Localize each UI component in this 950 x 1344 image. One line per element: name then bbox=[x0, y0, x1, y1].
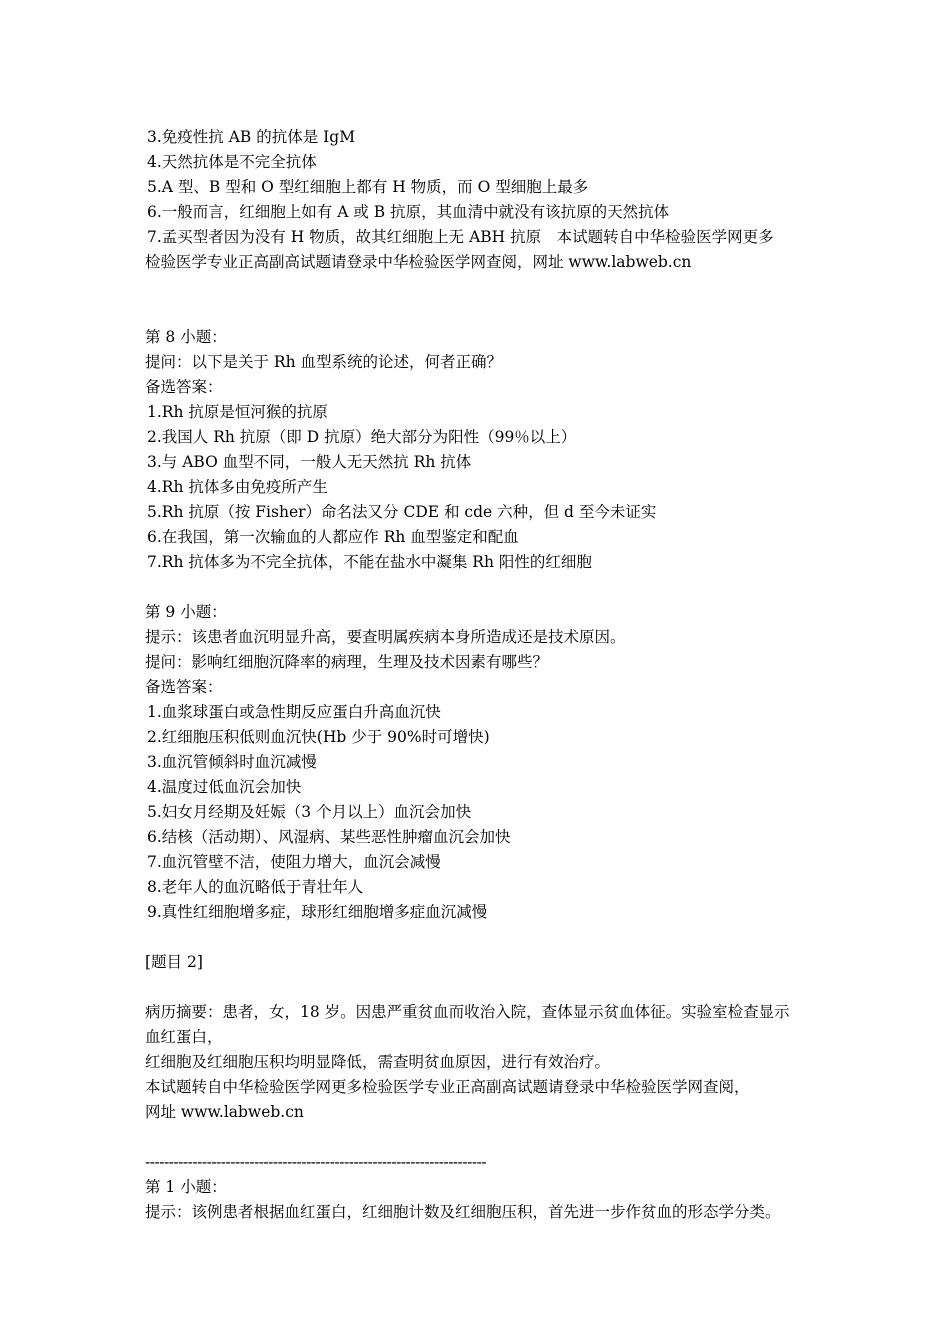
topic-2 bbox=[145, 950, 815, 1225]
option-line: 9.真性红细胞增多症，球形红细胞增多症血沉减慢 bbox=[147, 903, 488, 921]
option-continuation: 检验医学专业正高副高试题请登录中华检验医学网查阅，网址 www.labweb.cn bbox=[145, 253, 692, 271]
option-line: 6.在我国，第一次输血的人都应作 Rh 血型鉴定和配血 bbox=[147, 528, 519, 546]
block1-options bbox=[145, 125, 815, 275]
question-title: 第 1 小题： bbox=[145, 1178, 227, 1196]
question-hint: 提示：该患者血沉明显升高，要查明属疾病本身所造成还是技术原因。 bbox=[145, 628, 626, 646]
divider-line: ------------------------------------------------------------------------ bbox=[145, 1153, 487, 1171]
option-line: 4.天然抗体是不完全抗体 bbox=[147, 153, 317, 171]
answers-label: 备选答案： bbox=[145, 378, 223, 396]
option-line: 4.温度过低血沉会加快 bbox=[147, 778, 302, 796]
option-line: 6.结核（活动期）、风湿病、某些恶性肿瘤血沉会加快 bbox=[147, 828, 511, 846]
question-8 bbox=[145, 325, 815, 575]
option-line: 1.Rh 抗原是恒河猴的抗原 bbox=[147, 403, 328, 421]
question-hint: 提示：该例患者根据血红蛋白，红细胞计数及红细胞压积，首先进一步作贫血的形态学分类。 bbox=[145, 1203, 781, 1221]
source-notice-line: 网址 www.labweb.cn bbox=[145, 1103, 304, 1121]
option-line: 1.血浆球蛋白或急性期反应蛋白升高血沉快 bbox=[147, 703, 441, 721]
answers-label: 备选答案： bbox=[145, 678, 223, 696]
option-line: 5.妇女月经期及妊娠（3 个月以上）血沉会加快 bbox=[147, 803, 472, 821]
option-line: 5.A 型、B 型和 O 型红细胞上都有 H 物质，而 O 型细胞上最多 bbox=[147, 178, 589, 196]
option-line: 8.老年人的血沉略低于青壮年人 bbox=[147, 878, 364, 896]
question-text: 提问：以下是关于 Rh 血型系统的论述，何者正确？ bbox=[145, 353, 503, 371]
question-title: 第 8 小题： bbox=[145, 328, 227, 346]
option-line: 3.免疫性抗 AB 的抗体是 IgM bbox=[147, 128, 356, 146]
option-line: 7.孟买型者因为没有 H 物质，故其红细胞上无 ABH 抗原 本试题转自中华检验医学网更多 bbox=[147, 228, 774, 246]
option-line: 7.血沉管壁不洁，使阻力增大，血沉会减慢 bbox=[147, 853, 441, 871]
option-line: 7.Rh 抗体多为不完全抗体，不能在盐水中凝集 Rh 阳性的红细胞 bbox=[147, 553, 592, 571]
case-summary-line: 血红蛋白， bbox=[145, 1028, 223, 1046]
option-line: 3.血沉管倾斜时血沉减慢 bbox=[147, 753, 317, 771]
topic-heading: [题目 2] bbox=[145, 953, 203, 971]
document-page bbox=[145, 125, 815, 1225]
question-title: 第 9 小题： bbox=[145, 603, 227, 621]
option-line: 4.Rh 抗体多由免疫所产生 bbox=[147, 478, 328, 496]
case-summary-line: 红细胞及红细胞压积均明显降低，需查明贫血原因，进行有效治疗。 bbox=[145, 1053, 611, 1071]
question-text: 提问：影响红细胞沉降率的病理，生理及技术因素有哪些？ bbox=[145, 653, 549, 671]
option-line: 6.一般而言，红细胞上如有 A 或 B 抗原，其血清中就没有该抗原的天然抗体 bbox=[147, 203, 670, 221]
option-line: 3.与 ABO 血型不同，一般人无天然抗 Rh 抗体 bbox=[147, 453, 472, 471]
option-line: 5.Rh 抗原（按 Fisher）命名法又分 CDE 和 cde 六种，但 d 至今未证实 bbox=[147, 503, 657, 521]
option-line: 2.我国人 Rh 抗原（即 D 抗原）绝大部分为阳性（99％以上） bbox=[147, 428, 577, 446]
case-summary-line: 病历摘要：患者，女，18 岁。因患严重贫血而收治入院，查体显示贫血体征。实验室检查显示 bbox=[145, 1003, 790, 1021]
option-line: 2.红细胞压积低则血沉快(Hb 少于 90%时可增快) bbox=[147, 728, 490, 746]
question-9 bbox=[145, 600, 815, 925]
source-notice-line: 本试题转自中华检验医学网更多检验医学专业正高副高试题请登录中华检验医学网查阅， bbox=[145, 1078, 750, 1096]
